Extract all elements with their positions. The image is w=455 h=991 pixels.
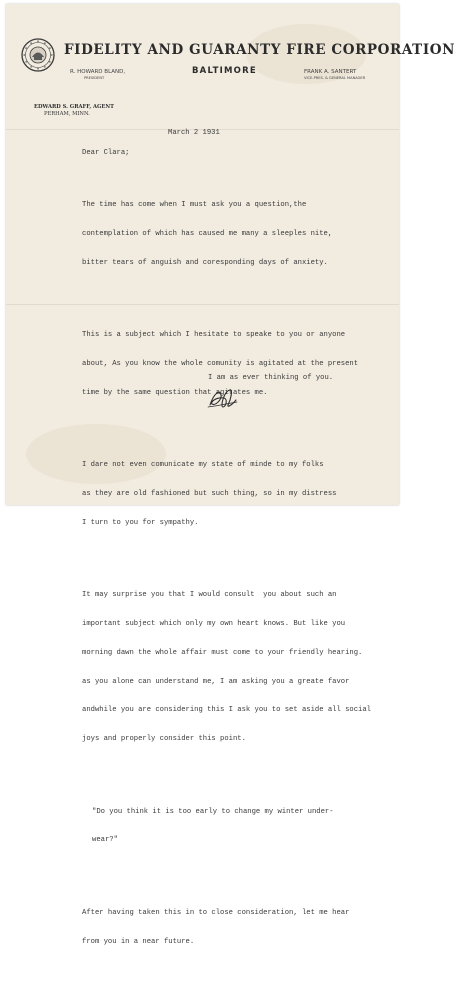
president-name: R. HOWARD BLAND, [70,69,126,75]
salutation: Dear Clara; [82,149,130,157]
paragraph [82,572,392,764]
quoted-question [82,788,392,865]
handwritten-signature [206,385,240,411]
vice-president-block [304,70,365,80]
paragraph-line: from you in a near future. [82,937,195,946]
letter-page [6,4,455,946]
paragraph-line: "Do you think it is too early to change my winter under- [92,807,334,816]
company-seal-icon [21,38,55,72]
paragraph [82,890,392,967]
paragraph-line: wear?" [92,836,118,845]
president-title: PRESIDENT [84,75,105,80]
paragraph-line: joys and properly consider this point. [82,735,246,744]
paragraph [82,182,392,288]
agent-town: PERHAM, MINN. [44,111,90,118]
paragraph-line: bitter tears of anguish and coresponding days of anxiety. [82,258,328,267]
paragraph-line: After having taken this in to close consideration, let me hear [82,908,350,917]
agent-block [34,104,114,118]
paragraph-line: The time has come when I must ask you a question,the [82,201,307,210]
vice-president-title: VICE-PRES. & GENERAL MANAGER [304,75,366,80]
paragraph-line: It may surprise you that I would consult you about such an [82,591,337,600]
president-block [70,70,125,80]
letter-date: March 2 1931 [168,129,220,137]
vice-president-name: FRANK A. SANTERT [304,69,357,75]
closing-line: I am as ever thinking of you. [208,374,334,382]
paragraph-line: time by the same question that agitates me. [82,388,268,397]
letter-body [82,166,392,991]
paragraph-line: about, As you know the whole comunity is agitated at the present [82,360,359,368]
paragraph-line: as you alone can understand me, I am asking you a greate favor [82,677,350,686]
agent-name: EDWARD S. GRAFF, AGENT [34,104,114,110]
paragraph-line: This is a subject which I hesitate to speake to you or anyone [82,331,346,340]
paragraph [82,442,392,548]
paragraph-line: as they are old fashioned but such thing, so in my distress [82,490,337,499]
paragraph-line: morning dawn the whole affair must come to your friendly hearing. [82,648,363,657]
paragraph-line: important subject which only my own heart knows. But like you [82,620,346,629]
paragraph-line: contemplation of which has caused me many a sleeples nite, [82,229,333,238]
company-city: BALTIMORE [192,66,257,76]
company-name: FIDELITY AND GUARANTY FIRE CORPORATION [64,42,455,58]
paragraph-line: andwhile you are considering this I ask you to set aside all social [82,706,371,715]
paragraph-line: I turn to you for sympathy. [82,518,199,527]
paragraph-line: I dare not even comunicate my state of minde to my folks [82,461,324,470]
